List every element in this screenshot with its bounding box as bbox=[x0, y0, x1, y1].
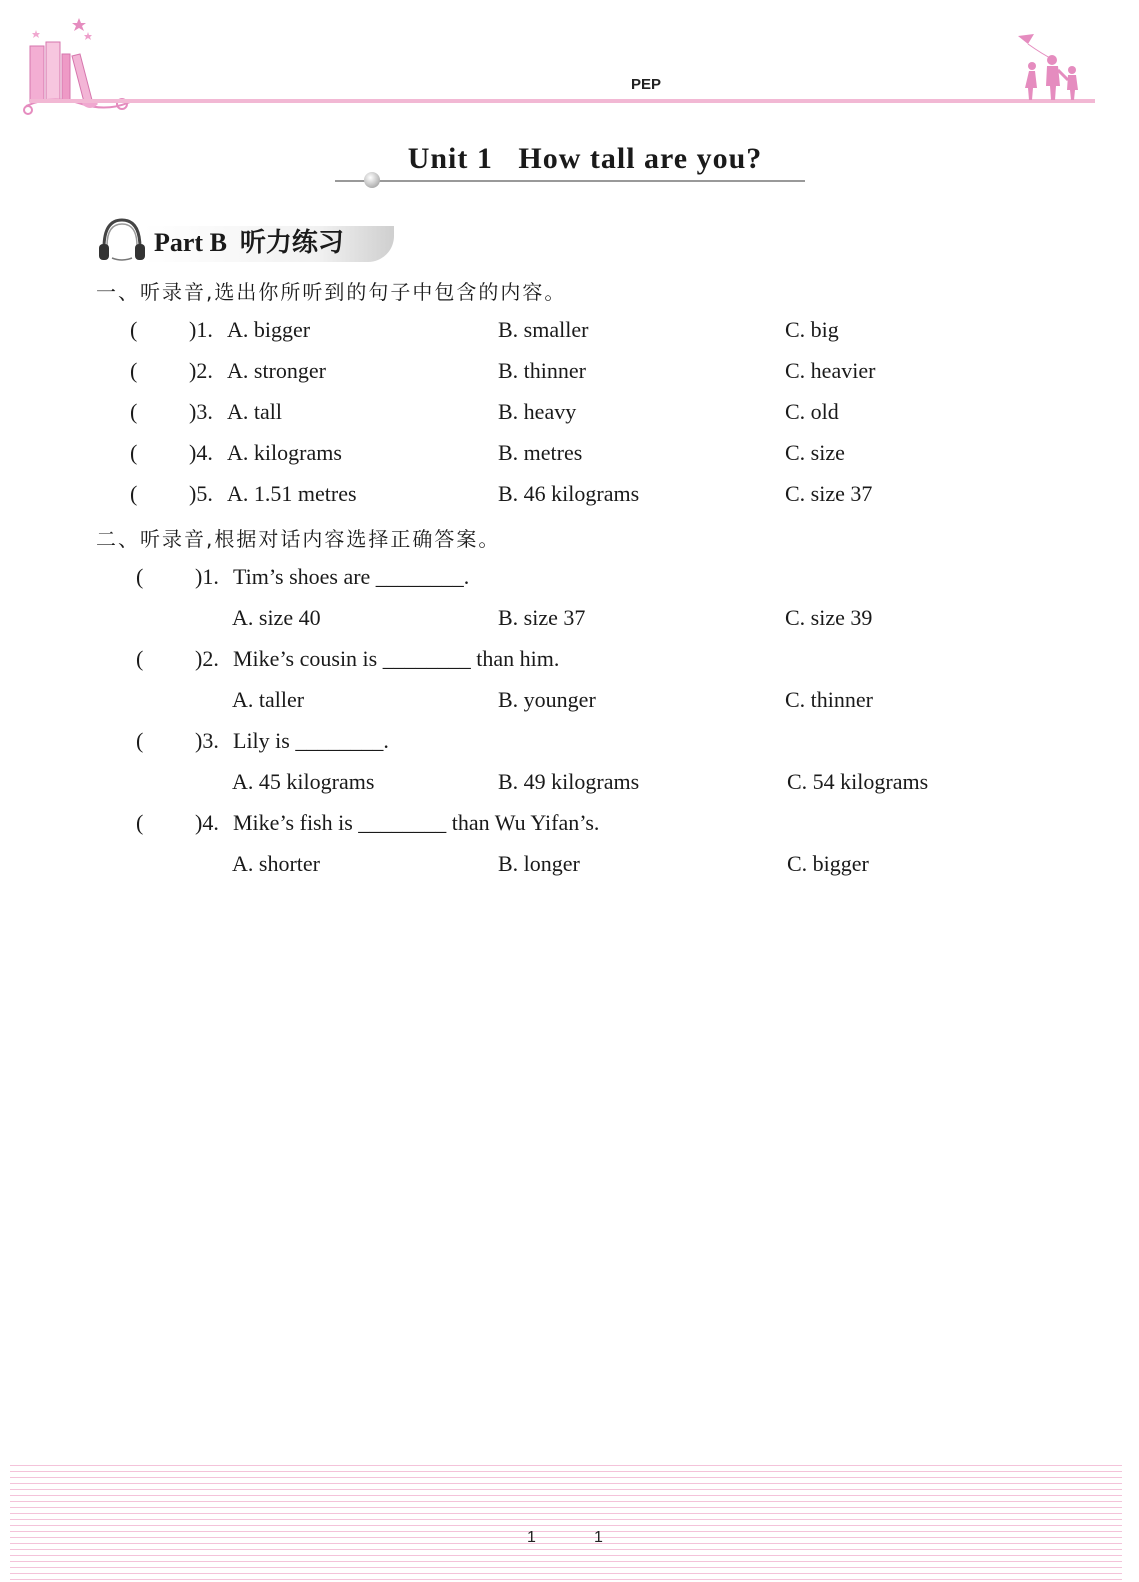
option-b: B. heavy bbox=[498, 399, 577, 424]
option-c: C. 54 kilograms bbox=[787, 769, 929, 794]
answer-paren[interactable]: ( bbox=[136, 564, 144, 589]
option-a: A. bigger bbox=[227, 317, 311, 342]
books-stars-decoration-icon bbox=[22, 14, 137, 119]
headphones-icon bbox=[96, 214, 148, 269]
question-number: )2. bbox=[195, 646, 219, 671]
question-number: )3. bbox=[189, 399, 213, 424]
option-c: C. big bbox=[785, 317, 839, 342]
option-b: B. size 37 bbox=[498, 605, 586, 630]
option-c: C. size bbox=[785, 440, 845, 465]
question-number: )2. bbox=[189, 358, 213, 383]
children-kite-silhouette-icon bbox=[1012, 30, 1092, 105]
page-title: Unit 1 How tall are you? bbox=[407, 142, 763, 175]
question-number: )5. bbox=[189, 481, 213, 506]
question-stem: Mike’s fish is ________ than Wu Yifan’s. bbox=[233, 810, 600, 835]
question-number: )1. bbox=[195, 564, 219, 589]
answer-paren[interactable]: ( bbox=[130, 358, 138, 383]
option-c: C. size 37 bbox=[785, 481, 873, 506]
option-a: A. 1.51 metres bbox=[227, 481, 357, 506]
page-number-right: 1 bbox=[594, 1529, 603, 1546]
answer-paren[interactable]: ( bbox=[130, 317, 138, 342]
answer-paren[interactable]: ( bbox=[136, 646, 144, 671]
question-stem: Mike’s cousin is ________ than him. bbox=[233, 646, 560, 671]
option-b: B. 46 kilograms bbox=[498, 481, 640, 506]
question-stem: Lily is ________. bbox=[233, 728, 389, 753]
page-number-left: 1 bbox=[527, 1529, 536, 1546]
option-b: B. longer bbox=[498, 851, 580, 876]
option-c: C. heavier bbox=[785, 358, 876, 383]
option-c: C. size 39 bbox=[785, 605, 873, 630]
answer-paren[interactable]: ( bbox=[136, 728, 144, 753]
option-c: C. thinner bbox=[785, 687, 873, 712]
option-a: A. size 40 bbox=[232, 605, 321, 630]
answer-paren[interactable]: ( bbox=[130, 481, 138, 506]
option-b: B. metres bbox=[498, 440, 583, 465]
option-b: B. smaller bbox=[498, 317, 589, 342]
question-number: )4. bbox=[189, 440, 213, 465]
section1-heading: 一、听录音,选出你所听到的句子中包含的内容。 bbox=[96, 280, 567, 304]
section2-heading: 二、听录音,根据对话内容选择正确答案。 bbox=[96, 527, 501, 551]
answer-paren[interactable]: ( bbox=[136, 810, 144, 835]
title-rule-bead bbox=[364, 172, 380, 188]
answer-paren[interactable]: ( bbox=[130, 399, 138, 424]
option-a: A. tall bbox=[227, 399, 282, 424]
question-stem: Tim’s shoes are ________. bbox=[233, 564, 470, 589]
option-b: B. thinner bbox=[498, 358, 586, 383]
option-c: C. bigger bbox=[787, 851, 869, 876]
question-number: )1. bbox=[189, 317, 213, 342]
question-number: )3. bbox=[195, 728, 219, 753]
header-label: PEP bbox=[631, 76, 662, 93]
part-heading bbox=[96, 214, 406, 266]
option-a: A. shorter bbox=[232, 851, 320, 876]
header-rule bbox=[30, 99, 1095, 103]
option-a: A. 45 kilograms bbox=[232, 769, 375, 794]
question-number: )4. bbox=[195, 810, 219, 835]
option-c: C. old bbox=[785, 399, 839, 424]
footer-decoration bbox=[10, 1460, 1122, 1582]
option-a: A. stronger bbox=[227, 358, 326, 383]
option-a: A. kilograms bbox=[227, 440, 342, 465]
option-b: B. 49 kilograms bbox=[498, 769, 640, 794]
option-b: B. younger bbox=[498, 687, 596, 712]
answer-paren[interactable]: ( bbox=[130, 440, 138, 465]
title-rule bbox=[335, 180, 805, 182]
option-a: A. taller bbox=[232, 687, 305, 712]
part-title: Part B 听力练习 bbox=[154, 228, 344, 257]
